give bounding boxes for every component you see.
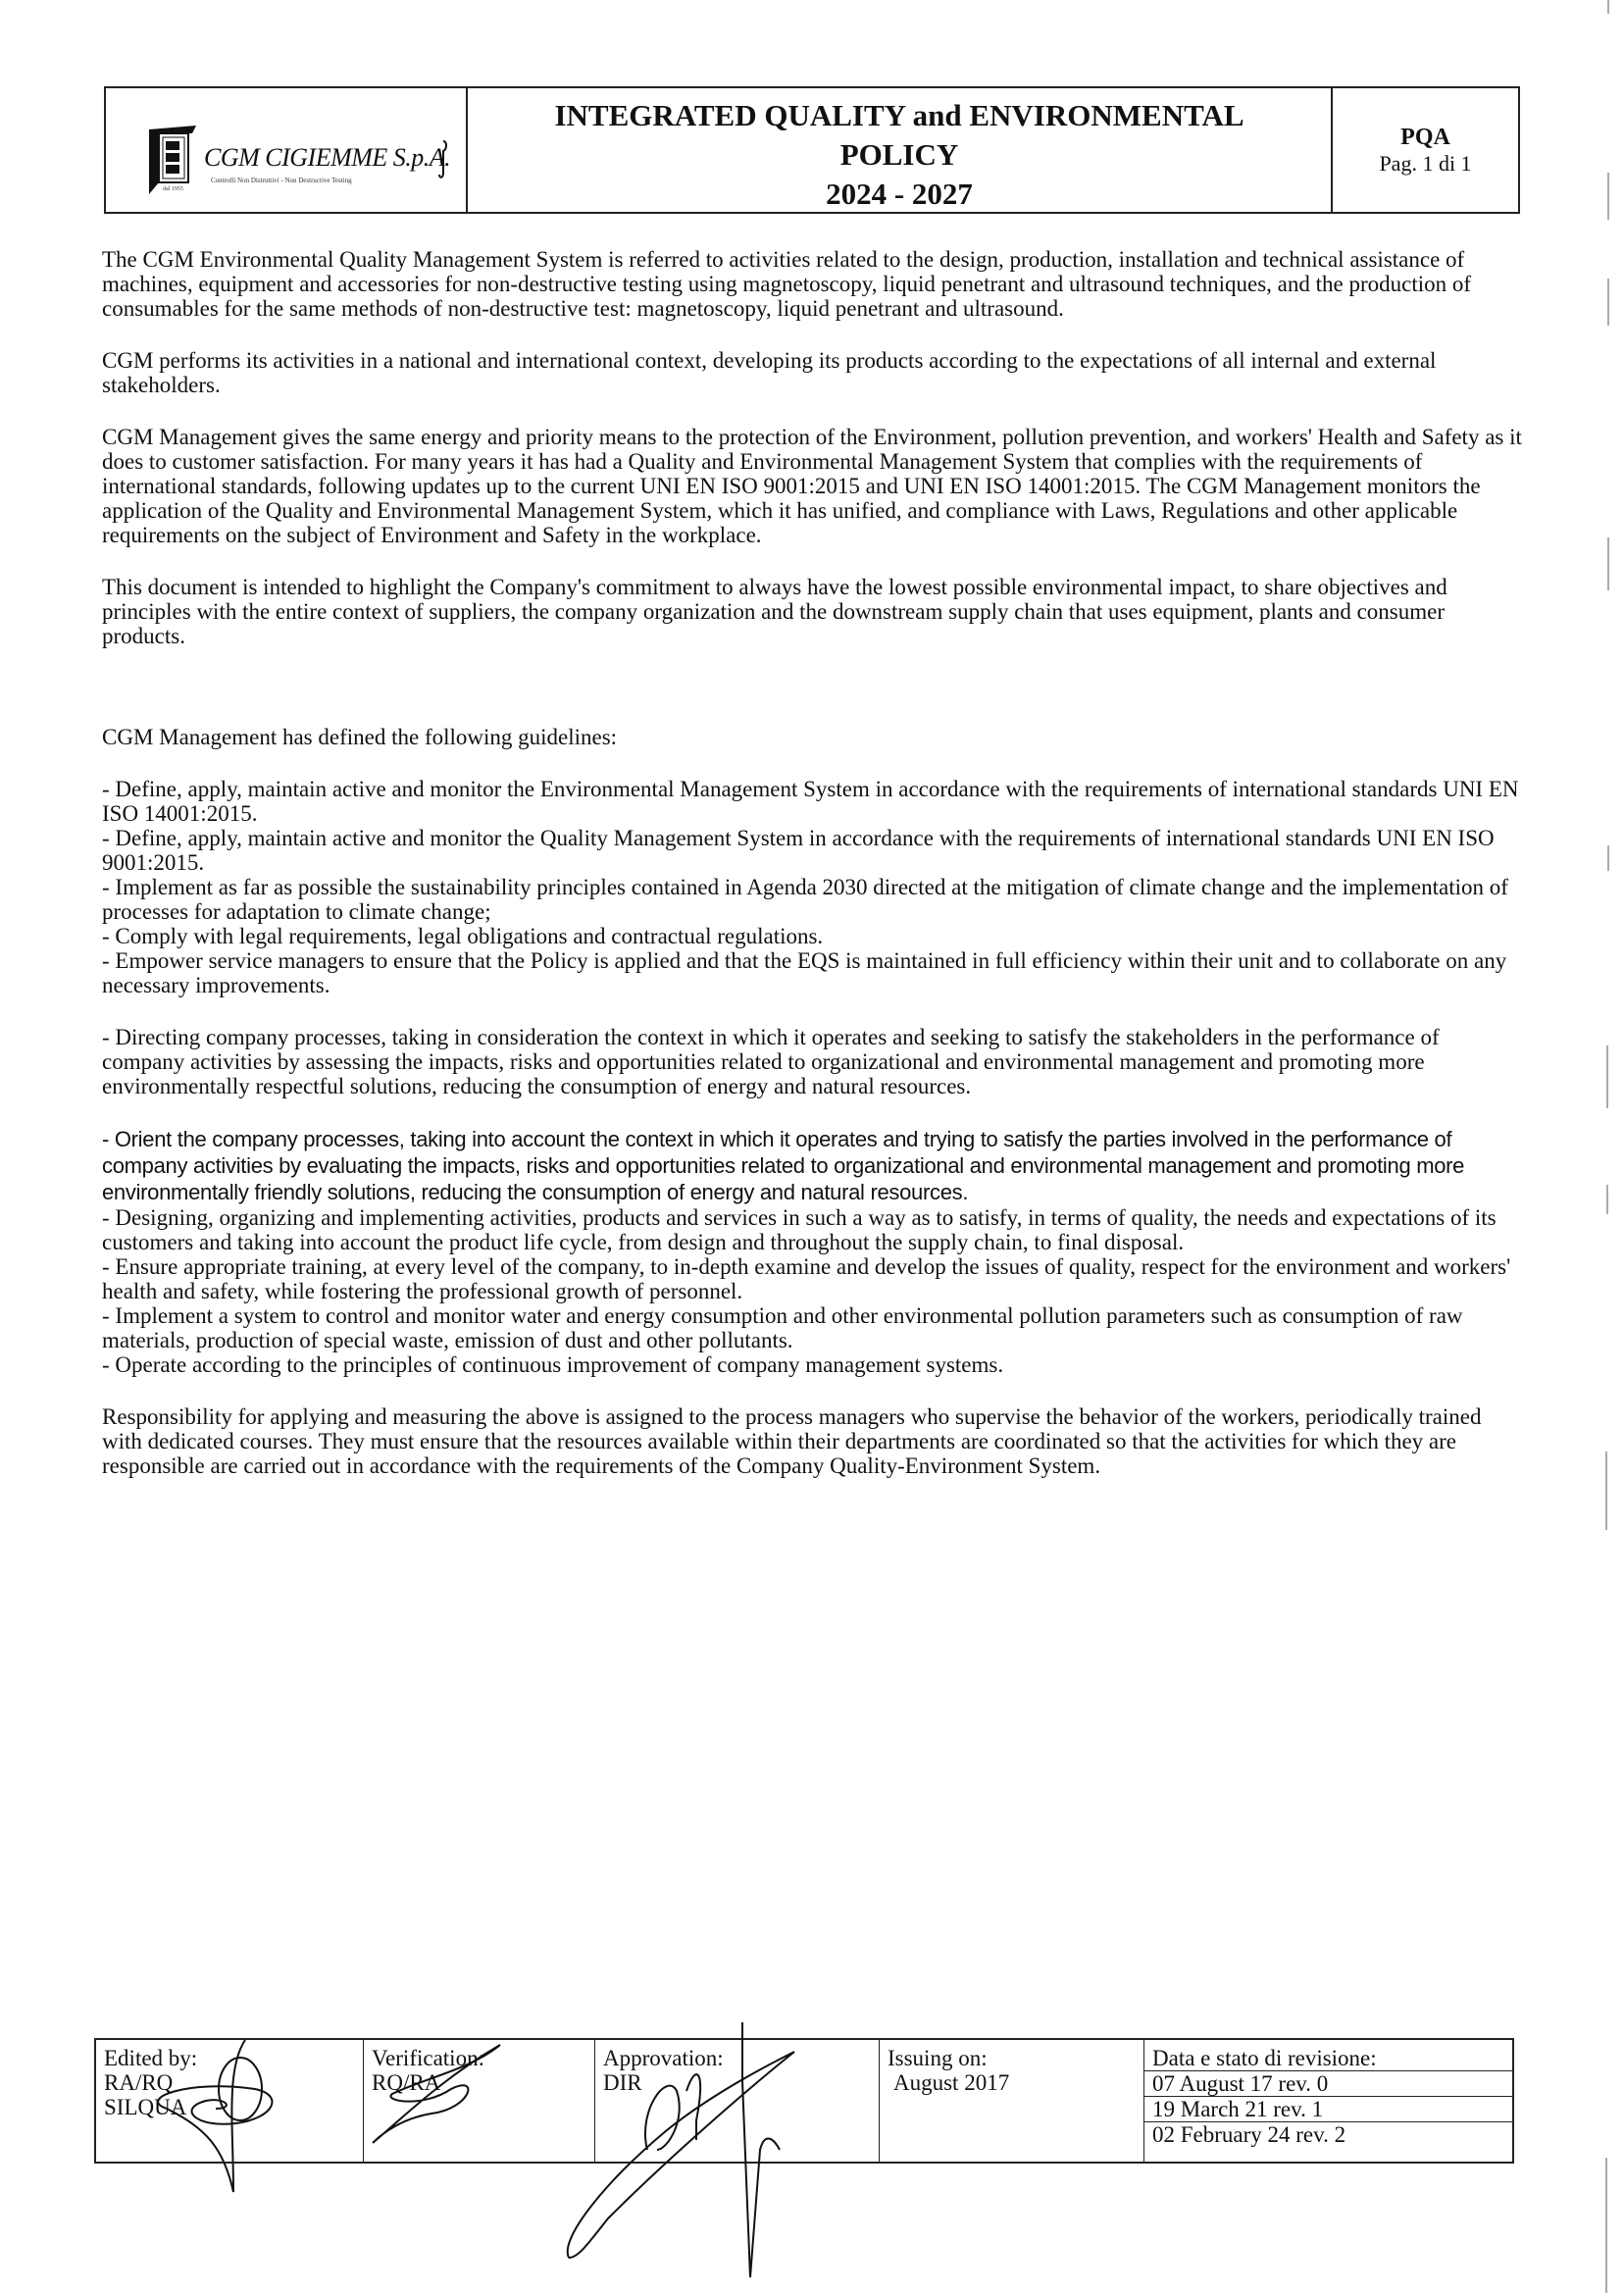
company-tagline: Controlli Non Distruttivi - Non Destructive Testing xyxy=(211,177,352,184)
verification-label: Verification: xyxy=(372,2046,484,2070)
guideline-item: - Implement as far as possible the sustainability principles contained in Agenda 2030 directed at the mitigation of climate change and the implementation of processes for adaptation to climate change; xyxy=(102,875,1508,924)
issuing-label: Issuing on: xyxy=(888,2046,988,2070)
revision-cell xyxy=(1144,2040,1512,2162)
intro-paragraph: This document is intended to highlight the Company's commitment to always have the lowest possible environmental impact, to share objectives and principles with the entire context of suppliers, the company organization and the downstream supply chain that uses equipment, plants and consumer products. xyxy=(102,575,1447,648)
guideline-item: - Ensure appropriate training, at every level of the company, to in-depth examine and develop the issues of quality, respect for the environment and workers' health and safety, while fostering the professional growth of personnel. xyxy=(102,1254,1511,1303)
verification-value: RQ/RA xyxy=(372,2070,441,2095)
revision-label: Data e stato di revisione: xyxy=(1152,2046,1377,2070)
guideline-item: - Comply with legal requirements, legal obligations and contractual regulations. xyxy=(102,924,824,948)
title-years: 2024 - 2027 xyxy=(826,177,973,211)
approval-value: DIR xyxy=(603,2070,642,2095)
guideline-item: - Orient the company processes, taking into account the context in which it operates and trying to satisfy the parties involved in the performance of company activities by evaluating the impacts, risks and opportunities related to organizational and environmental management and promoting more environmentally friendly solutions, reducing the consumption of energy and natural resources. xyxy=(102,1127,1465,1204)
hook-icon xyxy=(437,139,449,180)
scan-edge-marks xyxy=(1604,0,1612,2293)
policy-body xyxy=(102,247,1524,1478)
approval-cell xyxy=(595,2040,880,2162)
guideline-item: - Directing company processes, taking in consideration the context in which it operates and seeking to satisfy the stakeholders in the performance of company activities by assessing the impacts, risks and opportunities related to organizational and environmental management and promoting more environmentally respectful solutions, reducing the consumption of energy and natural resources. xyxy=(102,1025,1440,1098)
issuing-cell xyxy=(880,2040,1144,2162)
logo-since-text: dal 1955 xyxy=(163,186,183,192)
approval-table xyxy=(94,2038,1514,2164)
guideline-item: - Define, apply, maintain active and monitor the Environmental Management System in accordance with the requirements of international standards UNI EN ISO 14001:2015. xyxy=(102,777,1519,826)
issuing-value: August 2017 xyxy=(893,2070,1010,2095)
guideline-item: - Empower service managers to ensure that the Policy is applied and that the EQS is maintained in full efficiency within their unit and to collaborate on any necessary improvements. xyxy=(102,948,1507,997)
revision-entry: 19 March 21 rev. 1 xyxy=(1144,2096,1512,2121)
intro-paragraph: CGM Management gives the same energy and priority means to the protection of the Environment, pollution prevention, and workers' Health and Safety as it does to customer satisfaction. For many years it has had a Quality and Environmental Management System that complies with the requirements of international standards, following updates up to the current UNI EN ISO 9001:2015 and UNI EN ISO 14001:2015. The CGM Management monitors the application of the Quality and Environmental Management System, which it has unified, and compliance with Laws, Regulations and other applicable requirements on the subject of Environment and Safety in the workplace. xyxy=(102,425,1522,547)
document-header-table xyxy=(104,86,1520,214)
guideline-item: - Operate according to the principles of continuous improvement of company management systems. xyxy=(102,1352,1004,1377)
title-line: POLICY xyxy=(839,137,959,172)
intro-paragraph: The CGM Environmental Quality Management System is referred to activities related to the design, production, installation and technical assistance of machines, equipment and accessories for non-destructive testing using magnetoscopy, liquid penetrant and ultrasound techniques, and the production of consumables for the same methods of non-destructive test: magnetoscopy, liquid penetrant and ultrasound. xyxy=(102,247,1472,321)
approval-label: Approvation: xyxy=(603,2046,724,2070)
title-line: INTEGRATED QUALITY and ENVIRONMENTAL xyxy=(554,98,1244,132)
revision-entry: 07 August 17 rev. 0 xyxy=(1144,2070,1512,2096)
intro-paragraph: CGM performs its activities in a national and international context, developing its products according to the expectations of all internal and external stakeholders. xyxy=(102,348,1437,397)
responsibility-paragraph: Responsibility for applying and measuring the above is assigned to the process managers who supervise the behavior of the workers, periodically trained with dedicated courses. They must ensure that the resources available within their departments are coordinated so that the activities for which they are responsible are carried out in accordance with the requirements of the Company Quality-Environment System. xyxy=(102,1404,1482,1478)
guidelines-heading: CGM Management has defined the following guidelines: xyxy=(102,725,618,749)
edited-by-value: SILQUA xyxy=(104,2095,187,2119)
guideline-item: - Designing, organizing and implementing activities, products and services in such a way as to satisfy, in terms of quality, the needs and expectations of its customers and taking into account the product life cycle, from design and throughout the supply chain, to final disposal. xyxy=(102,1205,1497,1254)
guideline-item: - Implement a system to control and monitor water and energy consumption and other environmental pollution parameters such as consumption of raw materials, production of special waste, emission of dust and other pollutants. xyxy=(102,1303,1463,1352)
edited-by-value: RA/RQ xyxy=(104,2070,174,2095)
edited-by-cell xyxy=(96,2040,364,2162)
company-logo-cell xyxy=(106,88,468,212)
edited-by-label: Edited by: xyxy=(104,2046,198,2070)
document-title xyxy=(468,88,1333,212)
company-name: CGM CIGIEMME S.p.A. xyxy=(204,143,451,172)
document-code: PQA xyxy=(1400,125,1450,150)
revision-entry: 02 February 24 rev. 2 xyxy=(1144,2121,1512,2147)
page-number: Pag. 1 di 1 xyxy=(1379,151,1472,176)
guideline-item: - Define, apply, maintain active and monitor the Quality Management System in accordance with the requirements of international standards UNI EN ISO 9001:2015. xyxy=(102,826,1495,875)
document-code-cell xyxy=(1333,88,1518,212)
verification-cell xyxy=(364,2040,595,2162)
company-logo-icon xyxy=(149,126,196,194)
